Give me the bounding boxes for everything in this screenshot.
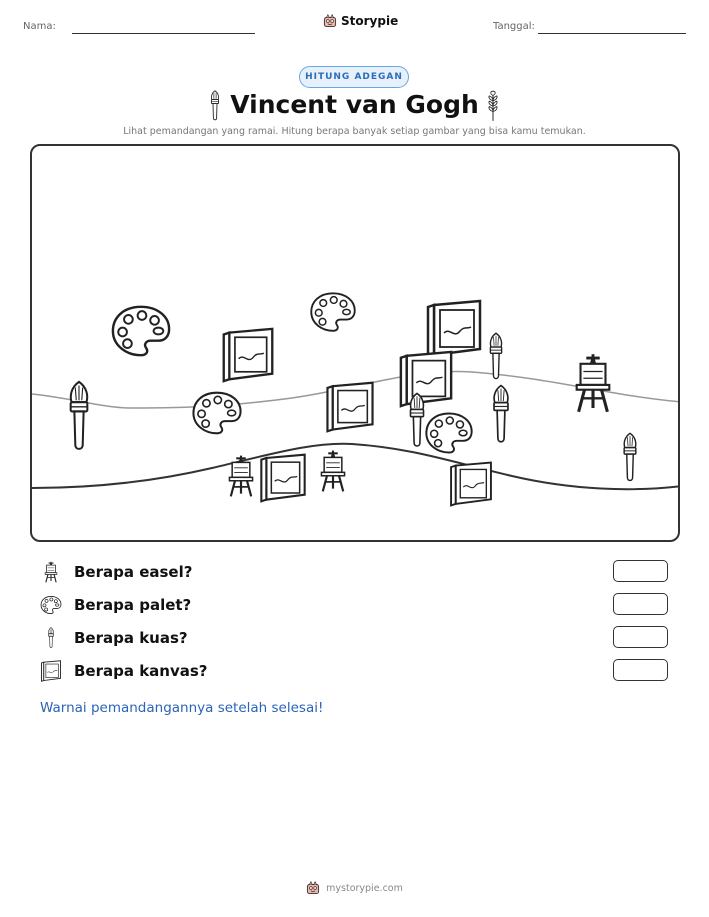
question-row-canvas — [40, 659, 670, 685]
paintbrush-icon — [40, 627, 62, 649]
footer — [0, 881, 709, 895]
canvas-icon — [224, 329, 273, 381]
canvas-icon — [401, 352, 451, 406]
question-row-palette — [40, 593, 670, 619]
activity-badge: HITUNG ADEGAN — [299, 66, 409, 88]
brand-logo — [323, 14, 398, 28]
paintbrush-icon — [71, 382, 88, 449]
question-row-brush — [40, 626, 670, 652]
name-label: Nama: — [23, 21, 56, 32]
question-text: Berapa palet? — [74, 596, 192, 614]
storypie-logo-icon — [323, 14, 337, 28]
coloring-note: Warnai pemandangannya setelah selesai! — [40, 700, 324, 716]
page-title: Vincent van Gogh — [230, 90, 479, 119]
palette-icon — [113, 307, 169, 355]
answer-box-brush[interactable] — [613, 626, 668, 648]
scene-illustration — [32, 146, 680, 542]
canvas-icon — [261, 455, 304, 502]
brand-name: Storypie — [341, 14, 399, 28]
counting-scene — [30, 144, 680, 542]
footer-site[interactable]: mystorypie.com — [326, 882, 403, 894]
question-text: Berapa kanvas? — [74, 662, 208, 680]
palette-icon — [193, 393, 240, 434]
easel-icon — [577, 354, 610, 412]
question-text: Berapa kuas? — [74, 629, 188, 647]
paintbrush-icon — [624, 433, 636, 480]
easel-icon — [321, 451, 344, 492]
date-line[interactable] — [538, 33, 686, 34]
answer-box-canvas[interactable] — [613, 659, 668, 681]
palette-icon — [40, 594, 62, 616]
wheat-icon — [483, 90, 503, 122]
answer-box-palette[interactable] — [613, 593, 668, 615]
paintbrush-icon — [490, 333, 501, 378]
paintbrush-icon — [494, 386, 508, 442]
palette-icon — [311, 293, 355, 331]
canvas-icon — [40, 660, 62, 682]
canvas-icon — [428, 301, 480, 357]
name-line[interactable] — [72, 33, 255, 34]
canvas-icon — [451, 463, 491, 506]
canvas-icon — [327, 383, 372, 432]
palette-icon — [426, 413, 471, 452]
instructions: Lihat pemandangan yang ramai. Hitung berapa banyak setiap gambar yang bisa kamu temukan. — [123, 126, 586, 137]
easel-icon — [40, 561, 62, 583]
easel-icon — [229, 456, 252, 497]
question-row-easel — [40, 560, 670, 586]
date-label: Tanggal: — [493, 21, 535, 32]
answer-box-easel[interactable] — [613, 560, 668, 582]
storypie-logo-icon — [306, 881, 320, 895]
paintbrush-icon — [410, 393, 423, 446]
question-text: Berapa easel? — [74, 563, 193, 581]
